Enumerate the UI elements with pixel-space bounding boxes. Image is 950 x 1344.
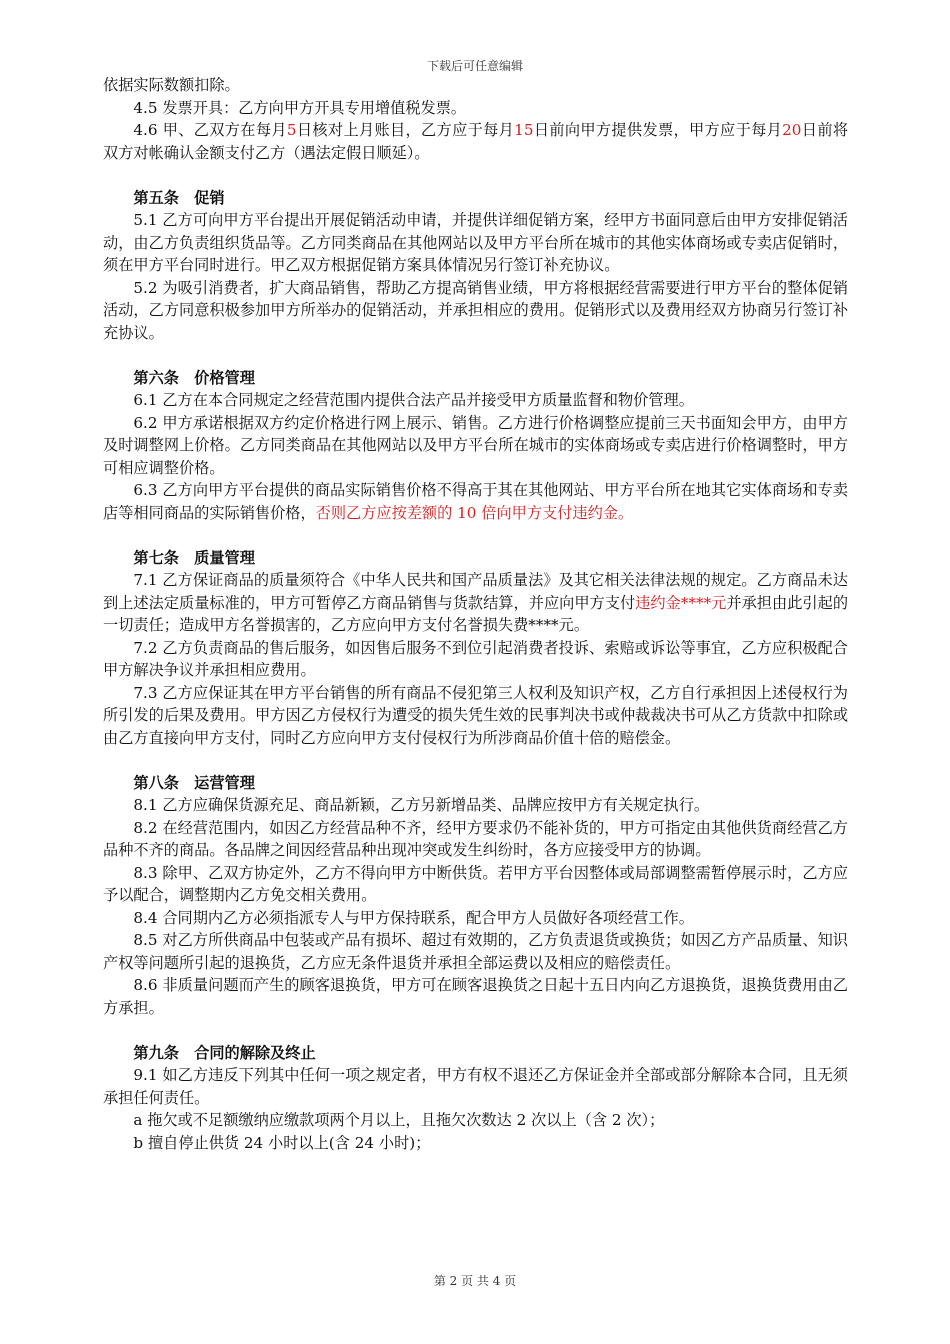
penalty-highlight: 违约金****元 (635, 593, 727, 612)
clause-5-2: 5.2 为吸引消费者，扩大商品销售，帮助乙方提高销售业绩，甲方将根据经营需要进行甲方平台的整体促销活动，乙方同意积极参加甲方所举办的促销活动，并承担相应的费用。促销形式以及费用经双方协商另行签订补充协议。 (103, 278, 848, 342)
day-highlight: 20 (782, 121, 802, 139)
page-header: 下载后可任意编辑 (426, 59, 523, 73)
clause-4-6: 4.6 甲、乙双方在每月5日核对上月账目，乙方应于每月15日前向甲方提供发票，甲方应于每月20日前将双方对帐确认金额支付乙方（遇法定假日顺延）。 (103, 121, 849, 162)
section-heading-8: 第八条 运营管理 (133, 773, 255, 792)
section-heading-5: 第五条 促销 (133, 188, 225, 207)
clause-8-4: 8.4 合同期内乙方必须指派专人与甲方保持联系，配合甲方人员做好各项经营工作。 (133, 908, 694, 927)
section-heading-6: 第六条 价格管理 (133, 368, 255, 387)
clause-6-2: 6.2 甲方承诺根据双方约定价格进行网上展示、销售。乙方进行价格调整应提前三天书面知会甲方，由甲方及时调整网上价格。乙方同类商品在其他网站以及甲方平台所在城市的实体商场或专卖店进行价格调整时，甲方可相应调整价格。 (103, 413, 848, 477)
page-footer: 第 2 页 共 4 页 (433, 1274, 517, 1288)
document-body (103, 74, 848, 1154)
section-heading-9: 第九条 合同的解除及终止 (133, 1043, 316, 1062)
clause-7-3: 7.3 乙方应保证其在甲方平台销售的所有商品不侵犯第三人权利及知识产权，乙方自行承担因上述侵权行为所引发的后果及费用。甲方因乙方侵权行为遭受的损失凭生效的民事判决书或仲裁裁决书可从乙方货款中扣除或由乙方直接向甲方支付，同时乙方应向甲方支付侵权行为所涉商品价值十倍的赔偿金。 (103, 683, 848, 747)
clause-4-5: 4.5 发票开具：乙方向甲方开具专用增值税发票。 (133, 98, 467, 117)
clause-6-1: 6.1 乙方在本合同规定之经营范围内提供合法产品并接受甲方质量监督和物价管理。 (133, 391, 694, 409)
clause-5-1: 5.1 乙方可向甲方平台提出开展促销活动申请，并提供详细促销方案，经甲方书面同意后由甲方安排促销活动，由乙方负责组织货品等。乙方同类商品在其他网站以及甲方平台所在城市的其他实体商场或专卖店促销时，须在甲方平台同时进行。甲乙双方根据促销方案具体情况另行签订补充协议。 (103, 211, 848, 274)
day-highlight: 15 (514, 121, 534, 139)
section-heading-7: 第七条 质量管理 (133, 548, 255, 567)
clause-8-1: 8.1 乙方应确保货源充足、商品新颖，乙方另新增品类、品牌应按甲方有关规定执行。 (133, 796, 710, 814)
clause-8-5: 8.5 对乙方所供商品中包装或产品有损坏、超过有效期的，乙方负责退货或换货；如因乙方产品质量、知识产权等问题所引起的退换货，乙方应无条件退货并承担全部运费以及相应的赔偿责任。 (103, 931, 848, 972)
clause-7-2: 7.2 乙方负责商品的售后服务，如因售后服务不到位引起消费者投诉、索赔或诉讼等事宜，乙方应积极配合甲方解决争议并承担相应费用。 (103, 638, 848, 679)
penalty-highlight: 否则乙方应按差额的 10 倍向甲方支付违约金。 (315, 503, 634, 522)
clause-8-3: 8.3 除甲、乙双方协定外，乙方不得向甲方中断供货。若甲方平台因整体或局部调整需暂停展示时，乙方应予以配合，调整期内乙方免交相关费用。 (103, 863, 848, 904)
clause-6-3: 6.3 乙方向甲方平台提供的商品实际销售价格不得高于其在其他网站、甲方平台所在地其它实体商场和专卖店等相同商品的实际销售价格，否则乙方应按差额的 10 倍向甲方支付违约金。 (103, 481, 848, 522)
clause-7-1: 7.1 乙方保证商品的质量须符合《中华人民共和国产品质量法》及其它相关法律法规的规定。乙方商品未达到上述法定质量标准的，甲方可暂停乙方商品销售与货款结算，并应向甲方支付违约金****元并承担由此引起的一切责任；造成甲方名誉损害的，乙方应向甲方支付名誉损失费****元。 (103, 571, 849, 634)
clause-9-1: 9.1 如乙方违反下列其中任何一项之规定者，甲方有权不退还乙方保证金并全部或部分解除本合同，且无须承担任何责任。 (103, 1066, 848, 1107)
clause-9-1-b: b 擅自停止供货 24 小时以上(含 24 小时)； (133, 1133, 431, 1152)
day-highlight: 5 (286, 121, 297, 139)
clause-8-2: 8.2 在经营范围内，如因乙方经营品种不齐，经甲方要求仍不能补货的，甲方可指定由其他供货商经营乙方品种不齐的商品。各品牌之间因经营品种出现冲突或发生纠纷时，各方应接受甲方的协调。 (103, 818, 848, 859)
paragraph-top: 依据实际数额扣除。 (103, 76, 240, 94)
clause-9-1-a: a 拖欠或不足额缴纳应缴款项两个月以上，且拖欠次数达 2 次以上（含 2 次）； (133, 1111, 665, 1129)
clause-8-6: 8.6 非质量问题而产生的顾客退换货，甲方可在顾客退换货之日起十五日内向乙方退换货，退换货费用由乙方承担。 (103, 976, 848, 1017)
